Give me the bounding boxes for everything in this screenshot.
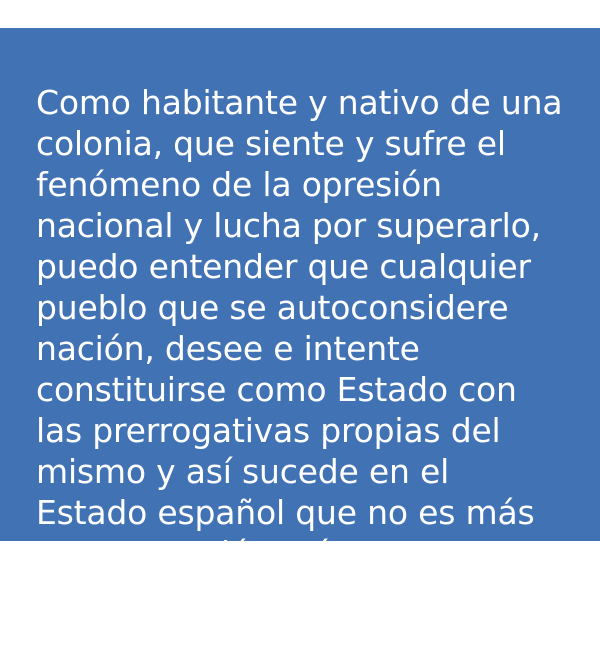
quote-text: Como habitante y nativo de una colonia, que siente y sufre el fenómeno de la opresión nacional y lucha por superarlo, puedo entender que cualquier pueblo que se autoconsidere nación, desee e intente constituirse como Estado con las prerrogativas propias del mismo y así sucede en el Estado español que no es más que una unión más o menos forzada o contranatura de naciones. [36, 83, 573, 655]
quote-card [0, 28, 600, 655]
